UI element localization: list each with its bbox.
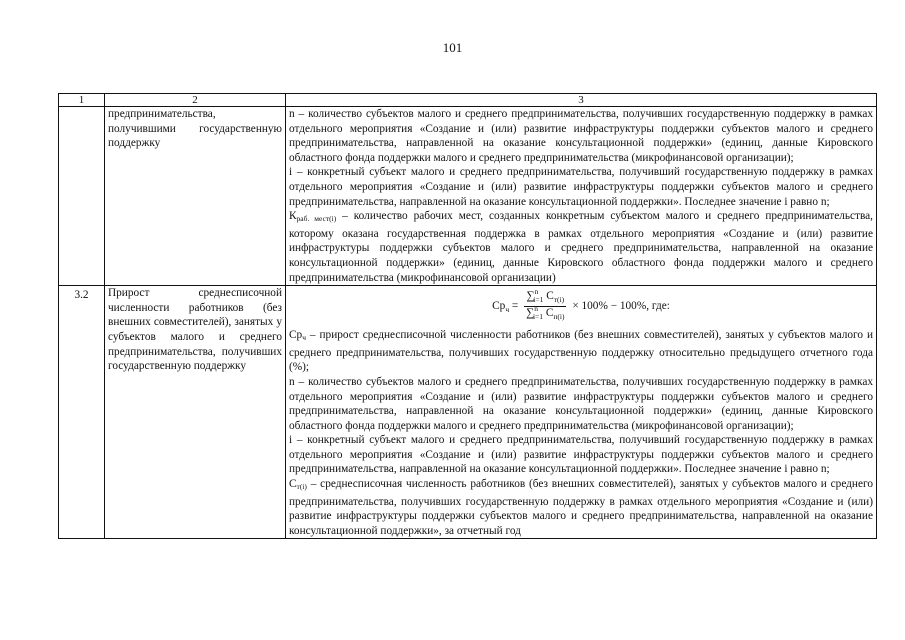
- numerator-sub: т(i): [553, 295, 565, 305]
- definition-i: i – конкретный субъект малого и среднего предпринимательства, получивший государственную поддержку в рамках отдельного мероприятия «Создание и (или) развитие инфраструктуры поддержки субъектов малого и среднего предпринимательства, направленной на оказание консультационной поддержки». Последнее значение i равно n;: [289, 434, 873, 476]
- definition-n: n – количество субъектов малого и среднего предпринимательства, получивших государственную поддержку в рамках отдельного мероприятия «Создание и (или) развитие инфраструктуры поддержки субъектов малого и среднего предпринимательства, направленной на оказание консультационной поддержки» (единиц, данные Кировского областного фонда поддержки малого и среднего предпринимательства (микрофинансовой организации);: [289, 375, 873, 432]
- symbol-cr-subscript: ч: [302, 333, 306, 343]
- row-number: [59, 107, 105, 286]
- indicator-name: предпринимательства, получившими государственную поддержку: [105, 107, 286, 286]
- formula-fraction: [524, 287, 566, 323]
- definition-k-jobs: [289, 209, 873, 285]
- indicator-description: [286, 107, 877, 286]
- formula-denominator: [524, 304, 566, 323]
- formula: [289, 286, 873, 328]
- symbol-ct-subscript: т(i): [296, 482, 307, 492]
- numerator-var: С: [546, 290, 554, 303]
- formula-numerator: [524, 287, 566, 307]
- definition-cr-text: – прирост среднесписочной численности работников (без внешних совместителей), занятых у субъектов малого и среднего предпринимательства, получивших государственную поддержку относительно предыдущего отчетного года (%);: [289, 329, 873, 374]
- header-col-1: 1: [59, 94, 105, 107]
- definition-k-text: – количество рабочих мест, созданных конкретным субъектом малого и среднего предпринимательства, которому оказана государственная поддержка в рамках отдельного мероприятия «Создание и (или) развитие инфраструктуры поддержки субъектов малого и среднего предпринимательства, направленной на оказание консультационной поддержки» (единиц, данные Кировского областного фонда поддержки малого и среднего предпринимательства (микрофинансовой организации): [289, 210, 873, 284]
- row-number: 3.2: [59, 286, 105, 539]
- symbol-cr: Ср: [289, 329, 303, 342]
- denominator-sub: п(i): [553, 312, 565, 322]
- definition-ct-text: – среднесписочная численность работников (без внешних совместителей), занятых у субъектов малого и среднего предпринимательства, получивших государственную поддержку в рамках отдельного мероприятия «Создание и (или) развитие инфраструктуры поддержки субъектов малого и среднего предпринимательства, направленной на оказание консультационной поддержки», за отчетный год: [289, 478, 873, 537]
- header-col-2: 2: [105, 94, 286, 107]
- sum-upper: n: [534, 287, 539, 297]
- definition-cr: [289, 328, 873, 375]
- header-row: [59, 94, 877, 107]
- sum-lower: i=1: [533, 295, 544, 305]
- formula-lhs-subscript: ч: [505, 305, 510, 315]
- sum-sign: ∑: [526, 290, 535, 303]
- definition-ct: [289, 477, 873, 538]
- sum-lower: i=1: [532, 312, 544, 322]
- sum-sign: ∑: [526, 307, 535, 320]
- header-col-3: 3: [286, 94, 877, 107]
- sum-upper: n: [534, 304, 538, 314]
- formula-lhs: Ср: [492, 300, 506, 313]
- definition-i: i – конкретный субъект малого и среднего предпринимательства, получивший государственную поддержку в рамках отдельного мероприятия «Создание и (или) развитие инфраструктуры поддержки субъектов малого и среднего предпринимательства, направленной на оказание консультационной поддержки». Последнее значение i равно n;: [289, 166, 873, 208]
- table-row: [59, 286, 877, 539]
- formula-tail: × 100% − 100%, где:: [572, 300, 670, 313]
- indicator-description: [286, 286, 877, 539]
- table-row: [59, 107, 877, 286]
- indicator-table: [58, 93, 877, 539]
- denominator-var: С: [545, 307, 554, 320]
- definition-n: n – количество субъектов малого и среднего предпринимательства, получивших государственную поддержку в рамках отдельного мероприятия «Создание и (или) развитие инфраструктуры поддержки субъектов малого и среднего предпринимательства, направленной на оказание консультационной поддержки» (единиц, данные Кировского областного фонда поддержки малого и среднего предпринимательства (микрофинансовой организации);: [289, 108, 873, 164]
- formula-equals: =: [511, 300, 519, 313]
- symbol-ct: С: [289, 478, 297, 491]
- page-number: 101: [442, 40, 463, 55]
- indicator-name: Прирост среднесписочной численности работников (без внешних совместителей), занятых у субъектов малого и среднего предпринимательства, получивших государственную поддержку: [105, 286, 286, 539]
- symbol-k-subscript: раб. мест(i): [296, 214, 337, 224]
- symbol-k: К: [289, 210, 297, 223]
